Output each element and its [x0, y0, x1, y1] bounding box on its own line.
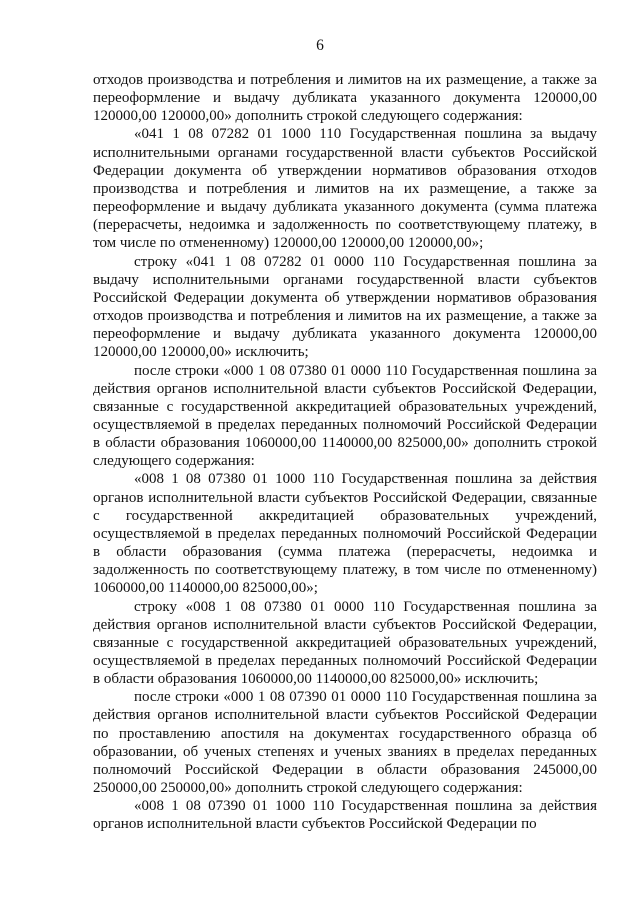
paragraph-3: строку «041 1 08 07282 01 0000 110 Государственная пошлина за выдачу исполнительными органами государственной власти субъектов Российской Федерации документа об утверждении нормативов образования отходов производства и потребления и лимитов на их размещение, а также за переоформление и выдачу дубликата указанного документа 120000,00 120000,00 120000,00» исключить; [93, 253, 597, 361]
paragraph-4: после строки «000 1 08 07380 01 0000 110 Государственная пошлина за действия органов исполнительной власти субъектов Российской Федерации, связанные с государственной аккредитацией образовательных учреждений, осуществляемой в пределах переданных полномочий Российской Федерации в области образования 1060000,00 1140000,00 825000,00» дополнить строкой следующего содержания: [93, 362, 597, 470]
paragraph-6: строку «008 1 08 07380 01 0000 110 Государственная пошлина за действия органов исполнительной власти субъектов Российской Федерации, связанные с государственной аккредитацией образовательных учреждений, осуществляемой в пределах переданных полномочий Российской Федерации в области образования 1060000,00 1140000,00 825000,00» исключить; [93, 598, 597, 688]
paragraph-1: отходов производства и потребления и лимитов на их размещение, а также за переоформление и выдачу дубликата указанного документа 120000,00 120000,00 120000,00» дополнить строкой следующего содержания: [93, 72, 597, 125]
paragraph-2: «041 1 08 07282 01 1000 110 Государственная пошлина за выдачу исполнительными органами государственной власти субъектов Российской Федерации документа об утверждении нормативов образования отходов производства и потребления и лимитов на их размещение, а также за переоформление и выдачу дубликата указанного документа (сумма платежа (перерасчеты, недоимка и задолженность по соответствующему платежу, в том числе по отмененному) 120000,00 120000,00 120000,00»; [93, 126, 597, 252]
paragraph-5: «008 1 08 07380 01 1000 110 Государственная пошлина за действия органов исполнительной власти субъектов Российской Федерации, связанные с государственной аккредитацией образовательных учреждений, осуществляемой в пределах переданных полномочий Российской Федерации в области образования (сумма платежа (перерасчеты, недоимка и задолженность по соответствующему платежу, в том числе по отмененному) 1060000,00 1140000,00 825000,00»; [93, 471, 597, 597]
document-body [93, 71, 597, 834]
page-number: 6 [316, 37, 324, 54]
paragraph-8: «008 1 08 07390 01 1000 110 Государственная пошлина за действия органов исполнительной власти субъектов Российской Федерации по [93, 798, 597, 833]
paragraph-7: после строки «000 1 08 07390 01 0000 110 Государственная пошлина за действия органов исполнительной власти субъектов Российской Федерации по проставлению апостиля на документах государственного образца об образовании, об ученых степенях и ученых званиях в пределах переданных полномочий Российской Федерации в области образования 245000,00 250000,00 250000,00» дополнить строкой следующего содержания: [93, 689, 597, 797]
